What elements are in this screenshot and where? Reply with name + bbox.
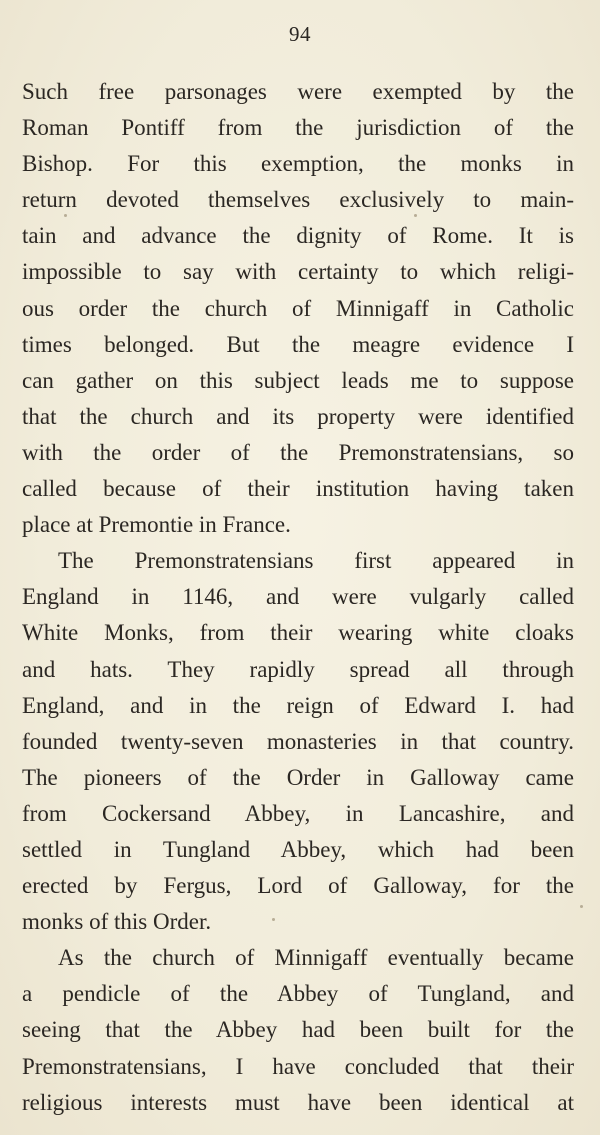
paper-speck [64, 214, 67, 217]
text-line: The Premonstratensians first appeared in [58, 548, 574, 574]
text-line: Premonstratensians, I have concluded that their [22, 1053, 574, 1079]
text-line: The pioneers of the Order in Galloway came [22, 764, 574, 790]
text-line: Such free parsonages were exempted by the [22, 79, 574, 104]
paper-speck [414, 214, 417, 217]
text-line: times belonged. But the meagre evidence I [22, 331, 574, 357]
text-line: seeing that the Abbey had been built for the [22, 1017, 574, 1043]
text-line: place at Premontie in France. [22, 512, 291, 538]
text-line: religious interests must have been identical at [22, 1089, 574, 1115]
text-line: and hats. They rapidly spread all through [22, 656, 574, 682]
text-line: tain and advance the dignity of Rome. It is [22, 223, 574, 249]
page-number: 94 [289, 22, 311, 46]
text-line: Roman Pontiff from the jurisdiction of the [22, 115, 574, 141]
text-line: with the order of the Premonstratensians, so [22, 439, 574, 465]
text-line: As the church of Minnigaff eventually became [58, 945, 574, 971]
text-line: called because of their institution having taken [22, 476, 574, 502]
text-line: that the church and its property were identified [22, 403, 574, 429]
text-line: founded twenty-seven monasteries in that country. [22, 728, 574, 754]
paper-speck [272, 918, 275, 921]
text-line: White Monks, from their wearing white cloaks [22, 620, 574, 646]
text-line: Bishop. For this exemption, the monks in [22, 151, 574, 177]
text-line: ous order the church of Minnigaff in Catholic [22, 295, 574, 321]
text-line: England, and in the reign of Edward I. had [22, 692, 574, 718]
text-line: erected by Fergus, Lord of Galloway, for the [22, 873, 574, 899]
text-line: can gather on this subject leads me to suppose [22, 367, 574, 393]
paper-speck [580, 905, 583, 908]
text-line: a pendicle of the Abbey of Tungland, and [22, 981, 574, 1007]
text-line: England in 1146, and were vulgarly called [22, 584, 574, 610]
text-line: settled in Tungland Abbey, which had been [22, 836, 574, 862]
text-line: monks of this Order. [22, 909, 212, 935]
text-line: impossible to say with certainty to which religi- [22, 259, 574, 285]
body-text [22, 74, 574, 1121]
text-line: return devoted themselves exclusively to main- [22, 187, 574, 213]
text-line: from Cockersand Abbey, in Lancashire, and [22, 800, 574, 826]
